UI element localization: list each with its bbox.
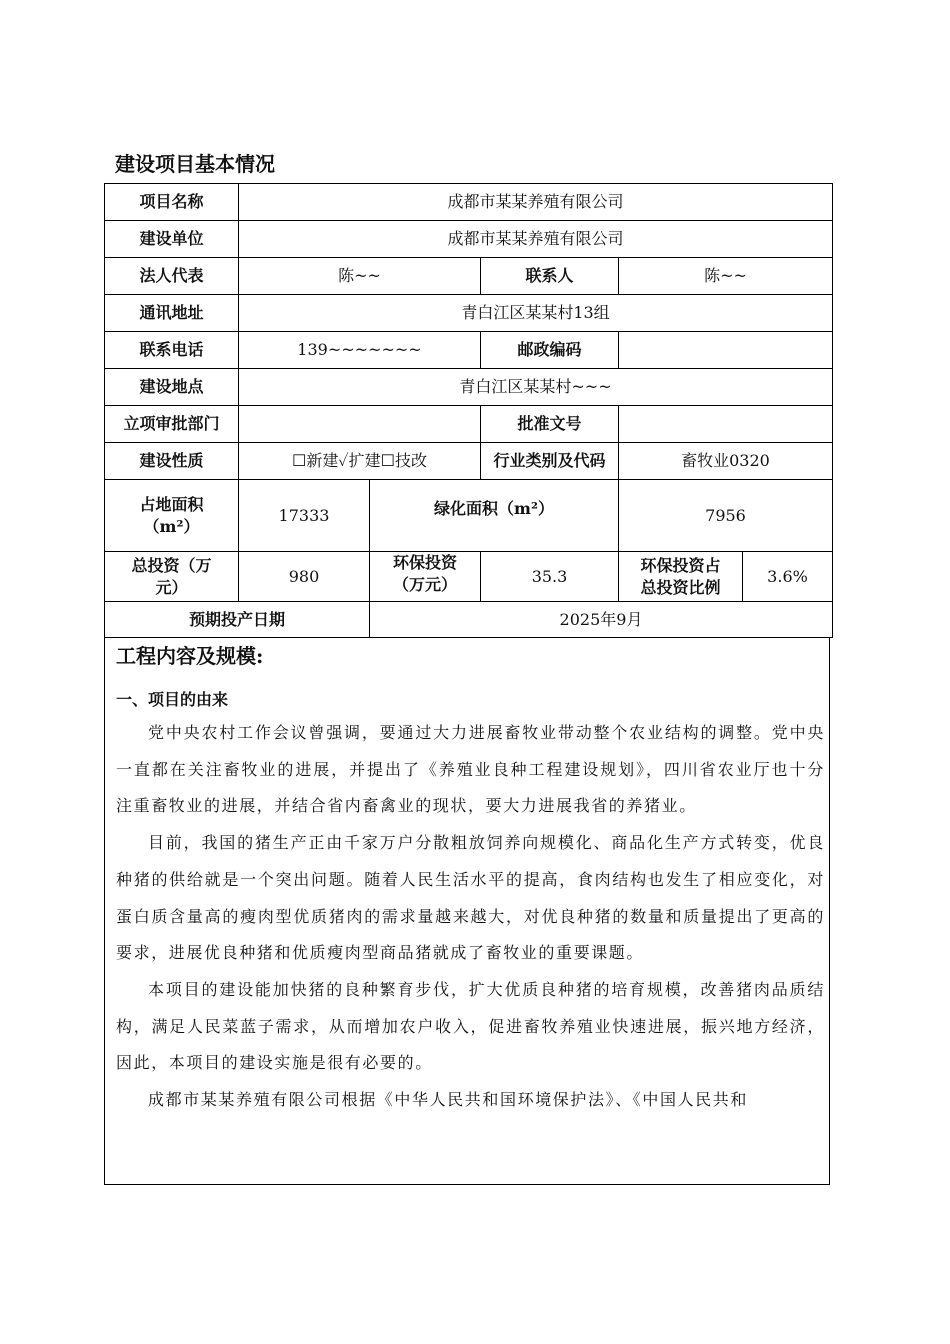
postcode-value xyxy=(619,332,833,369)
project-info-table xyxy=(104,183,833,638)
env-invest-label-line2: （万元） xyxy=(392,575,457,594)
postcode-label: 邮政编码 xyxy=(481,332,619,369)
address-label: 通讯地址 xyxy=(105,295,239,332)
row-legal-rep xyxy=(105,258,833,295)
contact-value: 陈~~ xyxy=(619,258,833,295)
contact-label: 联系人 xyxy=(481,258,619,295)
row-address xyxy=(105,295,833,332)
builder-value: 成都市某某养殖有限公司 xyxy=(239,221,833,258)
address-value: 青白江区某某村13组 xyxy=(239,295,833,332)
row-start-date xyxy=(105,602,833,638)
env-invest-label-line1: 环保投资 xyxy=(392,553,457,572)
green-area-value: 7956 xyxy=(619,480,833,552)
total-invest-label xyxy=(105,552,239,602)
row-site xyxy=(105,369,833,406)
project-content-box xyxy=(104,638,830,1185)
row-area xyxy=(105,480,833,552)
env-invest-label xyxy=(370,552,481,602)
total-invest-label-line2: 元） xyxy=(155,577,188,597)
phone-label: 联系电话 xyxy=(105,332,239,369)
approval-doc-value xyxy=(619,406,833,443)
row-builder xyxy=(105,221,833,258)
approval-dept-label: 立项审批部门 xyxy=(105,406,239,443)
legal-rep-value: 陈~~ xyxy=(239,258,481,295)
land-area-label-line1: 占地面积 xyxy=(139,494,204,514)
total-invest-value: 980 xyxy=(239,552,370,602)
content-heading: 工程内容及规模: xyxy=(116,644,264,668)
paragraph: 成都市某某养殖有限公司根据《中华人民共和国环境保护法》、《中国人民共和 xyxy=(148,1090,749,1110)
land-area-label xyxy=(105,480,239,552)
content-subheading: 一、项目的由来 xyxy=(116,690,229,709)
nature-value: ☐新建✓扩建☐技改 xyxy=(239,443,481,480)
start-date-label: 预期投产日期 xyxy=(105,602,370,638)
content-body xyxy=(116,715,825,1119)
row-nature xyxy=(105,443,833,480)
env-ratio-label-line2: 总投资比例 xyxy=(640,577,721,597)
env-ratio-value: 3.6% xyxy=(743,552,833,602)
phone-value: 139~~~~~~~ xyxy=(239,332,481,369)
paragraph: 党中央农村工作会议曾强调，要通过大力进展畜牧业带动整个农业结构的调整。党中央一直都在关注畜牧业的进展，并提出了《养殖业良种工程建设规划》，四川省农业厅也十分注重畜牧业的进展，并结合省内畜禽业的现状，要大力进展我省的养猪业。 xyxy=(116,723,825,816)
project-name-value: 成都市某某养殖有限公司 xyxy=(239,184,833,221)
builder-label: 建设单位 xyxy=(105,221,239,258)
env-ratio-label-line1: 环保投资占 xyxy=(640,555,721,575)
row-investment xyxy=(105,552,833,602)
row-phone xyxy=(105,332,833,369)
paragraph: 目前，我国的猪生产正由千家万户分散粗放饲养向规模化、商品化生产方式转变，优良种猪的供给就是一个突出问题。随着人民生活水平的提高，食肉结构也发生了相应变化，对蛋白质含量高的瘦肉型优质猪肉的需求量越来越大，对优良种猪的数量和质量提出了更高的要求，进展优良种猪和优质瘦肉型商品猪就成了畜牧业的重要课题。 xyxy=(116,833,825,963)
project-name-label: 项目名称 xyxy=(105,184,239,221)
section-title: 建设项目基本情况 xyxy=(115,152,275,176)
env-invest-value: 35.3 xyxy=(481,552,619,602)
row-project-name xyxy=(105,184,833,221)
land-area-value: 17333 xyxy=(239,480,370,552)
green-area-label: 绿化面积（m²） xyxy=(370,480,619,552)
paragraph: 本项目的建设能加快猪的良种繁育步伐，扩大优质良种猪的培育规模，改善猪肉品质结构，满足人民菜蓝子需求，从而增加农户收入，促进畜牧养殖业快速进展，振兴地方经济，因此，本项目的建设实施是很有必要的。 xyxy=(116,979,825,1073)
site-label: 建设地点 xyxy=(105,369,239,406)
env-ratio-label xyxy=(619,552,743,602)
industry-label: 行业类别及代码 xyxy=(481,443,619,480)
land-area-label-line2: （m²） xyxy=(143,516,200,536)
row-approval xyxy=(105,406,833,443)
industry-value: 畜牧业0320 xyxy=(619,443,833,480)
nature-label: 建设性质 xyxy=(105,443,239,480)
total-invest-label-line1: 总投资（万 xyxy=(131,555,212,575)
start-date-value: 2025年9月 xyxy=(370,602,833,638)
site-value: 青白江区某某村~~~ xyxy=(239,369,833,406)
approval-doc-label: 批准文号 xyxy=(481,406,619,443)
approval-dept-value xyxy=(239,406,481,443)
legal-rep-label: 法人代表 xyxy=(105,258,239,295)
